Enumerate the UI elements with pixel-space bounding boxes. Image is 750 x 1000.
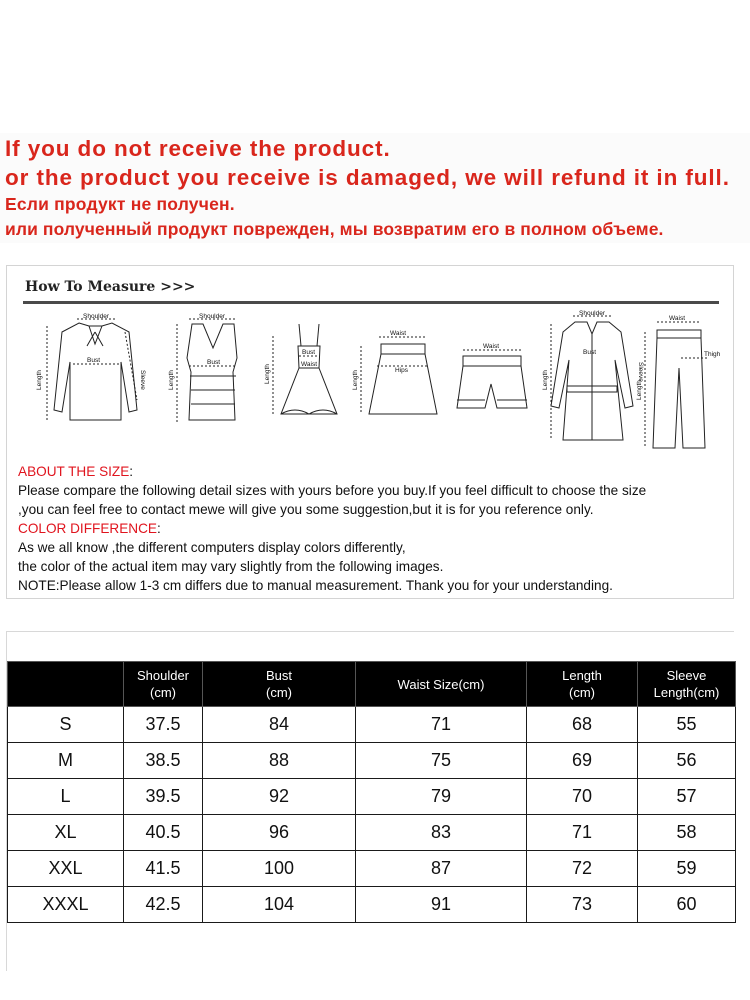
label-sleeve-6: Sleeve [637,362,644,382]
coat-figure [551,316,633,440]
about-size-heading-line [18,462,646,481]
waist-cell: 87 [356,851,527,887]
color-difference-colon: : [156,521,161,536]
label-bust-2: Bust [207,359,221,366]
table-row [8,887,736,923]
header-bust: Bust (cm) [203,662,356,707]
bust-cell: 104 [203,887,356,923]
dress-figure [273,324,337,416]
label-length-2: Length [168,370,175,390]
header-size [8,662,124,707]
size-cell: XL [8,815,124,851]
table-row [8,815,736,851]
color-difference-line-1: As we all know ,the different computers display colors differently, [18,540,406,555]
notice-line-4: или полученный продукт поврежден, мы возвратим его в полном объеме. [5,219,664,239]
length-cell: 73 [527,887,638,923]
sleeve-cell: 60 [638,887,736,923]
length-cell: 69 [527,743,638,779]
shorts-figure [457,350,527,408]
color-difference-line-2: the color of the actual item may vary slightly from the following images. [18,559,444,574]
header-waist: Waist Size(cm) [356,662,527,707]
vest-figure [177,319,237,422]
label-shoulder-1: Shoulder [83,313,110,320]
size-cell: S [8,707,124,743]
title-divider [23,301,719,304]
table-row [8,707,736,743]
table-row [8,743,736,779]
how-to-measure-title: How To Measure >>> [25,279,196,295]
color-difference-heading-line [18,519,646,538]
sleeve-cell: 58 [638,815,736,851]
color-difference-heading: COLOR DIFFERENCE [18,521,157,536]
bust-cell: 84 [203,707,356,743]
label-thigh-7: Thigh [704,351,721,358]
shoulder-cell: 38.5 [124,743,203,779]
measurement-illustrations [17,310,727,460]
waist-cell: 71 [356,707,527,743]
label-length-4: Length [352,370,359,390]
length-cell: 71 [527,815,638,851]
size-chart-table [7,661,736,923]
refund-notice [0,133,750,243]
label-bust-3: Bust [302,349,316,356]
label-waist-5: Waist [483,343,500,350]
shoulder-cell: 37.5 [124,707,203,743]
about-size-heading: ABOUT THE SIZE [18,464,130,479]
label-hips-4: Hips [395,367,409,374]
blouse-figure [47,319,137,422]
bust-cell: 92 [203,779,356,815]
shoulder-cell: 42.5 [124,887,203,923]
size-chart-header-row [8,662,736,707]
header-shoulder: Shoulder (cm) [124,662,203,707]
label-waist-4: Waist [390,330,407,337]
sleeve-cell: 55 [638,707,736,743]
waist-cell: 91 [356,887,527,923]
label-shoulder-2: Shoulder [199,313,226,320]
length-cell: 72 [527,851,638,887]
how-to-measure-panel [6,265,734,599]
about-size-line-1: Please compare the following detail sizes with yours before you buy.If you feel difficult to choose the size [18,483,647,498]
shoulder-cell: 41.5 [124,851,203,887]
header-length: Length (cm) [527,662,638,707]
table-row [8,851,736,887]
sleeve-cell: 56 [638,743,736,779]
header-sleeve-length: Sleeve Length(cm) [638,662,736,707]
shoulder-cell: 39.5 [124,779,203,815]
label-length-1: Length [36,370,43,390]
label-bust-1: Bust [87,357,101,364]
notice-line-1: If you do not receive the product. [5,136,391,161]
label-bust-6: Bust [583,349,597,356]
sleeve-cell: 59 [638,851,736,887]
size-cell: M [8,743,124,779]
table-row [8,779,736,815]
size-cell: XXXL [8,887,124,923]
waist-cell: 75 [356,743,527,779]
waist-cell: 79 [356,779,527,815]
label-shoulder-6: Shoulder [579,310,606,317]
bust-cell: 100 [203,851,356,887]
shoulder-cell: 40.5 [124,815,203,851]
size-info-text [18,462,646,595]
label-length-6: Length [542,370,549,390]
skirt-figure [361,337,437,414]
bust-cell: 96 [203,815,356,851]
label-sleeve-1: Sleeve [139,370,146,390]
label-length-3: Length [264,364,271,384]
bust-cell: 88 [203,743,356,779]
sleeve-cell: 57 [638,779,736,815]
size-cell: L [8,779,124,815]
notice-line-3: Если продукт не получен. [5,194,235,214]
size-chart-panel [6,631,734,971]
label-waist-7: Waist [669,315,686,322]
about-size-line-2: ,you can feel free to contact mewe will give you some suggestion,but it is for you reference only. [18,502,594,517]
length-cell: 70 [527,779,638,815]
label-length-7: Length [636,380,643,400]
trousers-figure [645,322,707,448]
size-cell: XXL [8,851,124,887]
label-waist-3: Waist [301,361,318,368]
length-cell: 68 [527,707,638,743]
waist-cell: 83 [356,815,527,851]
measurement-note: NOTE:Please allow 1-3 cm differs due to manual measurement. Thank you for your understanding. [18,578,613,593]
about-size-colon: : [129,464,134,479]
notice-line-2: or the product you receive is damaged, we will refund it in full. [5,165,730,190]
